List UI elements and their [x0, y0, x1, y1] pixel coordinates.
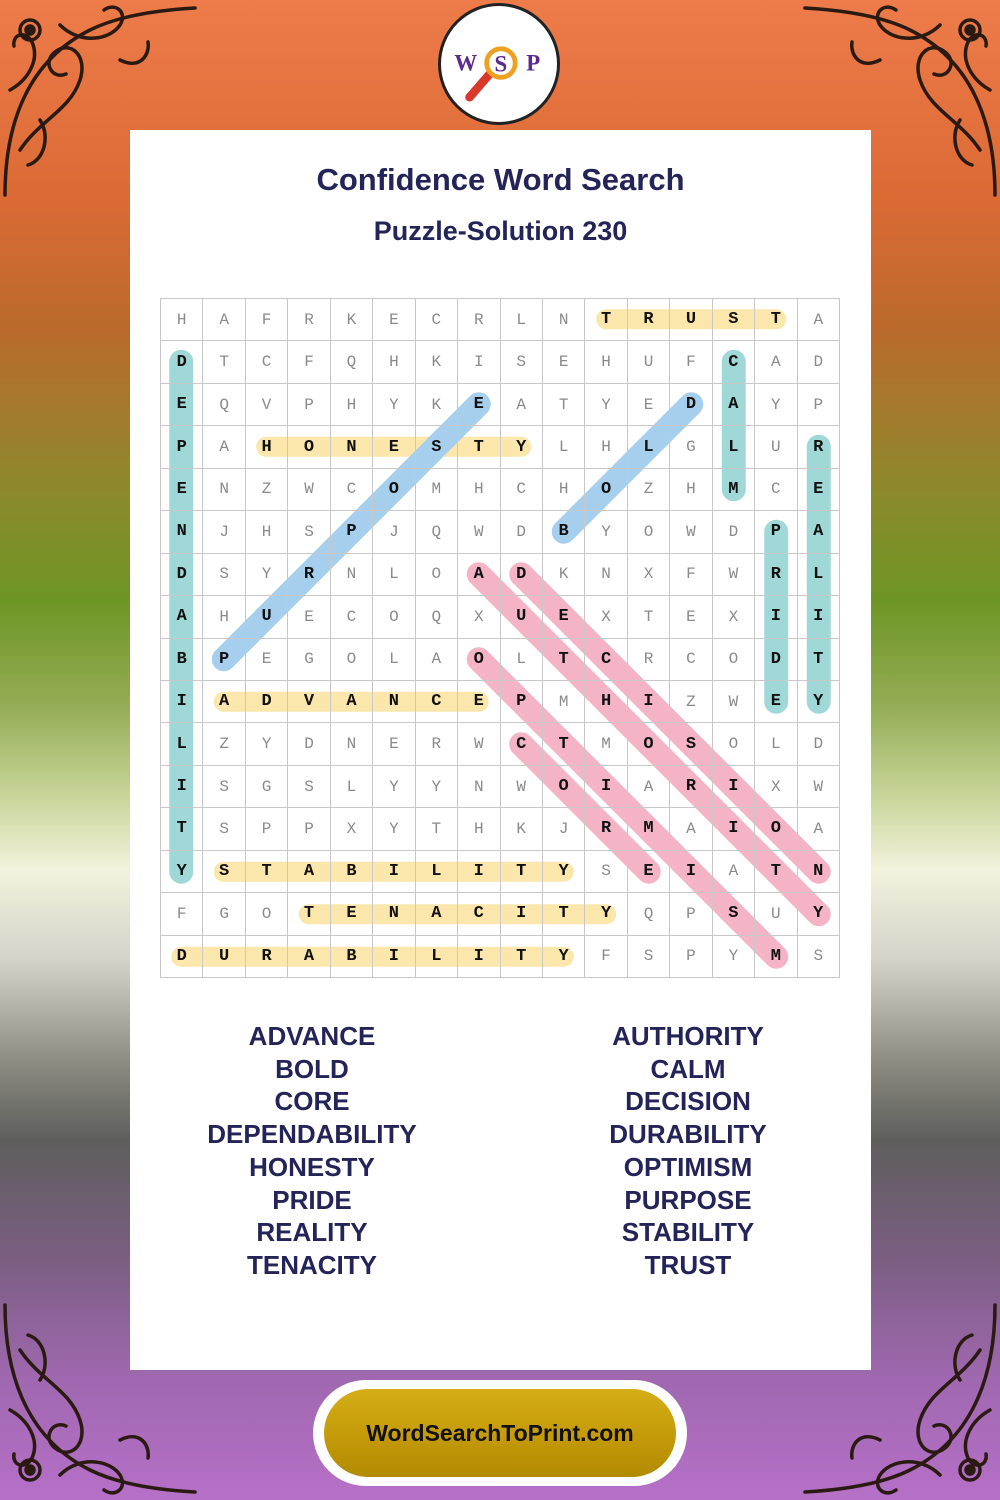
grid-cell[interactable]: I	[713, 766, 755, 808]
word-list-item: STABILITY	[621, 1217, 755, 1248]
website-banner[interactable]	[313, 1380, 687, 1486]
grid-cell[interactable]: D	[161, 341, 203, 383]
word-list-item: PRIDE	[272, 1184, 352, 1215]
grid-cell[interactable]: W	[458, 511, 500, 553]
grid-cell[interactable]: B	[331, 851, 373, 893]
grid-cell[interactable]: Z	[203, 723, 245, 765]
grid-cell[interactable]: N	[458, 766, 500, 808]
grid-cell[interactable]: P	[670, 893, 712, 935]
grid-cell[interactable]: L	[501, 639, 543, 681]
grid-cell[interactable]: H	[585, 341, 627, 383]
grid-cell[interactable]: L	[331, 766, 373, 808]
grid-cell[interactable]: N	[543, 299, 585, 341]
letter-grid	[160, 298, 840, 978]
grid-cell[interactable]: O	[373, 469, 415, 511]
grid-cell[interactable]: W	[458, 723, 500, 765]
grid-cell[interactable]: T	[543, 723, 585, 765]
grid-cell[interactable]: L	[501, 299, 543, 341]
logo-letter-s: S	[494, 51, 508, 77]
grid-cell[interactable]: T	[246, 851, 288, 893]
grid-cell[interactable]: Y	[543, 936, 585, 978]
grid-cell[interactable]: T	[543, 384, 585, 426]
grid-cell[interactable]: O	[373, 596, 415, 638]
puzzle-subtitle: Puzzle-Solution 230	[373, 216, 628, 246]
logo-letter-w: W	[454, 50, 478, 76]
grid-cell[interactable]: O	[246, 893, 288, 935]
grid-cell[interactable]: G	[670, 426, 712, 468]
grid-cell[interactable]: S	[288, 511, 330, 553]
grid-cell[interactable]: P	[288, 808, 330, 850]
grid-cell[interactable]: N	[798, 851, 840, 893]
grid-cell[interactable]: E	[373, 426, 415, 468]
grid-cell[interactable]: A	[628, 766, 670, 808]
grid-cell[interactable]: C	[458, 893, 500, 935]
grid-cell[interactable]: A	[331, 681, 373, 723]
grid-cell[interactable]: W	[288, 469, 330, 511]
grid-cell[interactable]: A	[203, 681, 245, 723]
grid-cell[interactable]: T	[501, 936, 543, 978]
grid-cell[interactable]: S	[203, 851, 245, 893]
grid-cell[interactable]: R	[628, 639, 670, 681]
puzzle-title: Confidence Word Search	[316, 162, 685, 197]
grid-cell[interactable]: T	[501, 851, 543, 893]
grid-cell[interactable]: R	[670, 766, 712, 808]
grid-cell[interactable]: S	[203, 766, 245, 808]
grid-cell[interactable]: X	[458, 596, 500, 638]
grid-cell[interactable]: P	[755, 511, 797, 553]
grid-cell[interactable]: L	[416, 936, 458, 978]
grid-cell[interactable]: A	[798, 299, 840, 341]
grid-cell[interactable]: J	[203, 511, 245, 553]
grid-cell[interactable]: F	[670, 341, 712, 383]
grid-cell[interactable]: E	[543, 596, 585, 638]
grid-cell[interactable]: S	[713, 299, 755, 341]
grid-cell[interactable]: X	[331, 808, 373, 850]
grid-cell[interactable]: L	[755, 723, 797, 765]
grid-cell[interactable]: Y	[585, 893, 627, 935]
grid-cell[interactable]: A	[416, 893, 458, 935]
grid-cell[interactable]: D	[501, 511, 543, 553]
grid-cell[interactable]: Y	[713, 936, 755, 978]
grid-cell[interactable]: I	[161, 766, 203, 808]
grid-cell[interactable]: P	[798, 384, 840, 426]
grid-cell[interactable]: A	[416, 639, 458, 681]
grid-cell[interactable]: D	[161, 554, 203, 596]
grid-cell[interactable]: I	[458, 851, 500, 893]
grid-cell[interactable]: A	[203, 426, 245, 468]
grid-cell[interactable]: N	[585, 554, 627, 596]
grid-cell[interactable]: Y	[373, 808, 415, 850]
grid-cell[interactable]: E	[458, 681, 500, 723]
word-list-item: DURABILITY	[609, 1119, 767, 1150]
grid-cell[interactable]: H	[246, 511, 288, 553]
grid-cell[interactable]: Q	[203, 384, 245, 426]
grid-cell[interactable]: R	[585, 808, 627, 850]
grid-cell[interactable]: J	[373, 511, 415, 553]
grid-cell[interactable]: F	[246, 299, 288, 341]
grid-cell[interactable]: F	[585, 936, 627, 978]
grid-cell[interactable]: A	[288, 936, 330, 978]
grid-cell[interactable]: A	[501, 384, 543, 426]
grid-cell[interactable]: U	[670, 299, 712, 341]
grid-cell[interactable]: S	[628, 936, 670, 978]
grid-cell[interactable]: O	[628, 511, 670, 553]
grid-cell[interactable]: D	[798, 341, 840, 383]
grid-cell[interactable]: N	[373, 681, 415, 723]
grid-cell[interactable]: S	[585, 851, 627, 893]
grid-cell[interactable]: L	[373, 554, 415, 596]
grid-cell[interactable]: O	[331, 639, 373, 681]
grid-cell[interactable]: H	[331, 384, 373, 426]
grid-cell[interactable]: S	[416, 426, 458, 468]
grid-cell[interactable]: M	[416, 469, 458, 511]
grid-cell[interactable]: Z	[670, 681, 712, 723]
grid-cell[interactable]: O	[755, 808, 797, 850]
grid-cell[interactable]: N	[331, 426, 373, 468]
grid-cell[interactable]: U	[203, 936, 245, 978]
grid-cell[interactable]: L	[416, 851, 458, 893]
grid-cell[interactable]: A	[203, 299, 245, 341]
grid-cell[interactable]: E	[458, 384, 500, 426]
grid-cell[interactable]: H	[373, 341, 415, 383]
grid-cell[interactable]: H	[458, 808, 500, 850]
grid-cell[interactable]: N	[331, 723, 373, 765]
grid-cell[interactable]: S	[713, 893, 755, 935]
grid-cell[interactable]: V	[246, 384, 288, 426]
grid-cell[interactable]: S	[501, 341, 543, 383]
grid-cell[interactable]: N	[161, 511, 203, 553]
grid-cell[interactable]: T	[755, 851, 797, 893]
grid-cell[interactable]: A	[755, 341, 797, 383]
grid-cell[interactable]: Y	[373, 766, 415, 808]
grid-cell[interactable]: M	[543, 681, 585, 723]
word-list-item: CORE	[274, 1086, 350, 1117]
grid-cell[interactable]: S	[203, 808, 245, 850]
grid-cell[interactable]: Y	[543, 851, 585, 893]
logo-letter-p: P	[526, 50, 541, 76]
word-list-item: DEPENDABILITY	[207, 1119, 417, 1150]
grid-cell[interactable]: Z	[246, 469, 288, 511]
grid-cell[interactable]: O	[713, 639, 755, 681]
grid-cell[interactable]: H	[585, 681, 627, 723]
grid-cell[interactable]: C	[416, 299, 458, 341]
grid-cell[interactable]: O	[585, 469, 627, 511]
grid-cell[interactable]: A	[713, 384, 755, 426]
grid-cell[interactable]: H	[246, 426, 288, 468]
grid-cell[interactable]: S	[203, 554, 245, 596]
word-list-item: REALITY	[256, 1217, 368, 1248]
grid-cell[interactable]: I	[713, 808, 755, 850]
grid-cell[interactable]: C	[585, 639, 627, 681]
grid-cell[interactable]: Y	[416, 766, 458, 808]
grid-cell[interactable]: I	[798, 596, 840, 638]
grid-cell[interactable]: V	[288, 681, 330, 723]
grid-cell[interactable]: C	[246, 341, 288, 383]
grid-cell[interactable]: K	[543, 554, 585, 596]
grid-cell[interactable]: I	[373, 851, 415, 893]
grid-cell[interactable]: X	[585, 596, 627, 638]
word-list-item: PURPOSE	[624, 1184, 752, 1215]
grid-cell[interactable]: E	[670, 596, 712, 638]
grid-cell[interactable]: T	[288, 893, 330, 935]
grid-cell[interactable]: P	[501, 681, 543, 723]
grid-cell[interactable]: C	[331, 596, 373, 638]
grid-cell[interactable]: Y	[798, 893, 840, 935]
grid-cell[interactable]: L	[713, 426, 755, 468]
grid-cell[interactable]: A	[713, 851, 755, 893]
grid-cell[interactable]: A	[798, 511, 840, 553]
grid-cell[interactable]: W	[713, 554, 755, 596]
grid-cell[interactable]: P	[203, 639, 245, 681]
grid-cell[interactable]: Y	[798, 681, 840, 723]
grid-cell[interactable]: T	[458, 426, 500, 468]
word-list-item: BOLD	[275, 1053, 349, 1084]
grid-cell[interactable]: Y	[161, 851, 203, 893]
grid-cell[interactable]: G	[246, 766, 288, 808]
grid-cell[interactable]: R	[628, 299, 670, 341]
grid-cell[interactable]: H	[543, 469, 585, 511]
grid-cell[interactable]: O	[458, 639, 500, 681]
grid-cell[interactable]: P	[161, 426, 203, 468]
grid-cell[interactable]: Z	[628, 469, 670, 511]
grid-cell[interactable]: D	[670, 384, 712, 426]
grid-cell[interactable]: K	[416, 341, 458, 383]
grid-cell[interactable]: L	[628, 426, 670, 468]
word-list-right	[528, 1020, 848, 1282]
grid-cell[interactable]: T	[543, 893, 585, 935]
grid-cell[interactable]: R	[458, 299, 500, 341]
word-list-item: TENACITY	[247, 1249, 377, 1280]
grid-cell[interactable]: T	[585, 299, 627, 341]
grid-cell[interactable]: P	[331, 511, 373, 553]
grid-cell[interactable]: N	[373, 893, 415, 935]
grid-cell[interactable]: Y	[501, 426, 543, 468]
grid-cell[interactable]: I	[161, 681, 203, 723]
grid-cell[interactable]: R	[798, 426, 840, 468]
grid-cell[interactable]: D	[246, 681, 288, 723]
grid-cell[interactable]: Y	[755, 384, 797, 426]
grid-cell[interactable]: W	[501, 766, 543, 808]
word-list-left	[152, 1020, 472, 1282]
grid-cell[interactable]: H	[458, 469, 500, 511]
grid-cell[interactable]: H	[670, 469, 712, 511]
grid-cell[interactable]: E	[755, 681, 797, 723]
grid-cell[interactable]: E	[543, 341, 585, 383]
grid-cell[interactable]: R	[288, 299, 330, 341]
grid-cell[interactable]: W	[713, 681, 755, 723]
grid-cell[interactable]: Y	[373, 384, 415, 426]
grid-cell[interactable]: A	[161, 596, 203, 638]
grid-cell[interactable]: R	[416, 723, 458, 765]
grid-cell[interactable]: E	[161, 384, 203, 426]
grid-cell[interactable]: H	[203, 596, 245, 638]
grid-cell[interactable]: F	[161, 893, 203, 935]
grid-cell[interactable]: B	[543, 511, 585, 553]
grid-cell[interactable]: C	[331, 469, 373, 511]
grid-cell[interactable]: P	[246, 808, 288, 850]
grid-cell[interactable]: A	[288, 851, 330, 893]
grid-cell[interactable]: Q	[331, 341, 373, 383]
grid-cell[interactable]: O	[416, 554, 458, 596]
grid-cell[interactable]: P	[670, 936, 712, 978]
grid-cell[interactable]: Q	[416, 596, 458, 638]
grid-cell[interactable]: L	[798, 554, 840, 596]
grid-cell[interactable]: N	[331, 554, 373, 596]
grid-cell[interactable]: E	[628, 851, 670, 893]
grid-cell[interactable]: T	[203, 341, 245, 383]
grid-cell[interactable]: C	[416, 681, 458, 723]
grid-cell[interactable]: G	[203, 893, 245, 935]
grid-cell[interactable]: S	[798, 936, 840, 978]
grid-cell[interactable]: O	[288, 426, 330, 468]
grid-cell[interactable]: X	[713, 596, 755, 638]
grid-cell[interactable]: E	[373, 299, 415, 341]
grid-cell[interactable]: A	[670, 808, 712, 850]
grid-cell[interactable]: X	[755, 766, 797, 808]
word-list-item: AUTHORITY	[612, 1021, 764, 1051]
grid-cell[interactable]: O	[628, 723, 670, 765]
grid-cell[interactable]: W	[798, 766, 840, 808]
grid-cell[interactable]: I	[373, 936, 415, 978]
grid-cell[interactable]: T	[543, 639, 585, 681]
grid-cell[interactable]: I	[670, 851, 712, 893]
grid-cell[interactable]: Q	[628, 893, 670, 935]
grid-cell[interactable]: M	[755, 936, 797, 978]
grid-cell[interactable]: C	[670, 639, 712, 681]
grid-cell[interactable]: C	[501, 723, 543, 765]
grid-cell[interactable]: D	[713, 511, 755, 553]
grid-cell[interactable]: D	[755, 639, 797, 681]
grid-cell[interactable]: U	[501, 596, 543, 638]
grid-cell[interactable]: F	[670, 554, 712, 596]
grid-cell[interactable]: A	[798, 808, 840, 850]
grid-cell[interactable]: U	[755, 426, 797, 468]
grid-cell[interactable]: E	[331, 893, 373, 935]
grid-cell[interactable]: D	[501, 554, 543, 596]
grid-cell[interactable]: T	[628, 596, 670, 638]
word-list-item: CALM	[650, 1053, 726, 1084]
grid-cell[interactable]: I	[501, 893, 543, 935]
grid-cell[interactable]: U	[628, 341, 670, 383]
grid-cell[interactable]: T	[798, 639, 840, 681]
grid-cell[interactable]: A	[458, 554, 500, 596]
grid-cell[interactable]: B	[331, 936, 373, 978]
grid-cell[interactable]: I	[458, 341, 500, 383]
grid-cell[interactable]: Y	[246, 554, 288, 596]
grid-cell[interactable]: U	[246, 596, 288, 638]
grid-cell[interactable]: H	[161, 299, 203, 341]
grid-cell[interactable]: E	[798, 469, 840, 511]
grid-cell[interactable]: K	[501, 808, 543, 850]
grid-cell[interactable]: C	[755, 469, 797, 511]
word-list-item: DECISION	[625, 1086, 751, 1117]
grid-cell[interactable]: Y	[585, 384, 627, 426]
grid-cell[interactable]: E	[246, 639, 288, 681]
grid-cell[interactable]: X	[628, 554, 670, 596]
grid-cell[interactable]: G	[288, 639, 330, 681]
website-link[interactable]: WordSearchToPrint.com	[324, 1389, 676, 1477]
grid-cell[interactable]: W	[670, 511, 712, 553]
grid-cell[interactable]: E	[373, 723, 415, 765]
grid-cell[interactable]: E	[628, 384, 670, 426]
grid-cell[interactable]: K	[416, 384, 458, 426]
grid-cell[interactable]: D	[161, 936, 203, 978]
grid-cell[interactable]: C	[713, 341, 755, 383]
grid-cell[interactable]: R	[755, 554, 797, 596]
word-list-item: HONESTY	[249, 1151, 375, 1182]
grid-cell[interactable]: I	[628, 681, 670, 723]
grid-cell[interactable]: B	[161, 639, 203, 681]
grid-cell[interactable]: M	[585, 723, 627, 765]
grid-cell[interactable]: I	[585, 766, 627, 808]
grid-cell[interactable]: O	[713, 723, 755, 765]
word-list-item: OPTIMISM	[623, 1151, 753, 1182]
grid-cell[interactable]: J	[543, 808, 585, 850]
grid-cell[interactable]: D	[798, 723, 840, 765]
grid-cell[interactable]: R	[288, 554, 330, 596]
grid-cell[interactable]: M	[628, 808, 670, 850]
grid-cell[interactable]: I	[458, 936, 500, 978]
grid-cell[interactable]: P	[288, 384, 330, 426]
grid-cell[interactable]: Y	[246, 723, 288, 765]
grid-cell[interactable]: Y	[585, 511, 627, 553]
grid-cell[interactable]: K	[331, 299, 373, 341]
site-logo[interactable]	[438, 3, 560, 125]
grid-cell[interactable]: Q	[416, 511, 458, 553]
grid-cell[interactable]: E	[288, 596, 330, 638]
grid-cell[interactable]: H	[585, 426, 627, 468]
word-list-item: TRUST	[644, 1249, 732, 1280]
grid-cell[interactable]: L	[373, 639, 415, 681]
grid-cell[interactable]: O	[543, 766, 585, 808]
grid-cell[interactable]: U	[755, 893, 797, 935]
grid-cell[interactable]: L	[543, 426, 585, 468]
grid-cell[interactable]: F	[288, 341, 330, 383]
grid-cell[interactable]: L	[161, 723, 203, 765]
grid-cell[interactable]: R	[246, 936, 288, 978]
grid-cell[interactable]: N	[203, 469, 245, 511]
grid-cell[interactable]: D	[288, 723, 330, 765]
grid-cell[interactable]: C	[501, 469, 543, 511]
grid-cell[interactable]: I	[755, 596, 797, 638]
grid-cell[interactable]: T	[416, 808, 458, 850]
grid-cell[interactable]: S	[670, 723, 712, 765]
grid-cell[interactable]: M	[713, 469, 755, 511]
word-list-item: ADVANCE	[248, 1021, 376, 1051]
grid-cell[interactable]: T	[755, 299, 797, 341]
grid-cell[interactable]: E	[161, 469, 203, 511]
grid-cell[interactable]: T	[161, 808, 203, 850]
grid-cell[interactable]: S	[288, 766, 330, 808]
